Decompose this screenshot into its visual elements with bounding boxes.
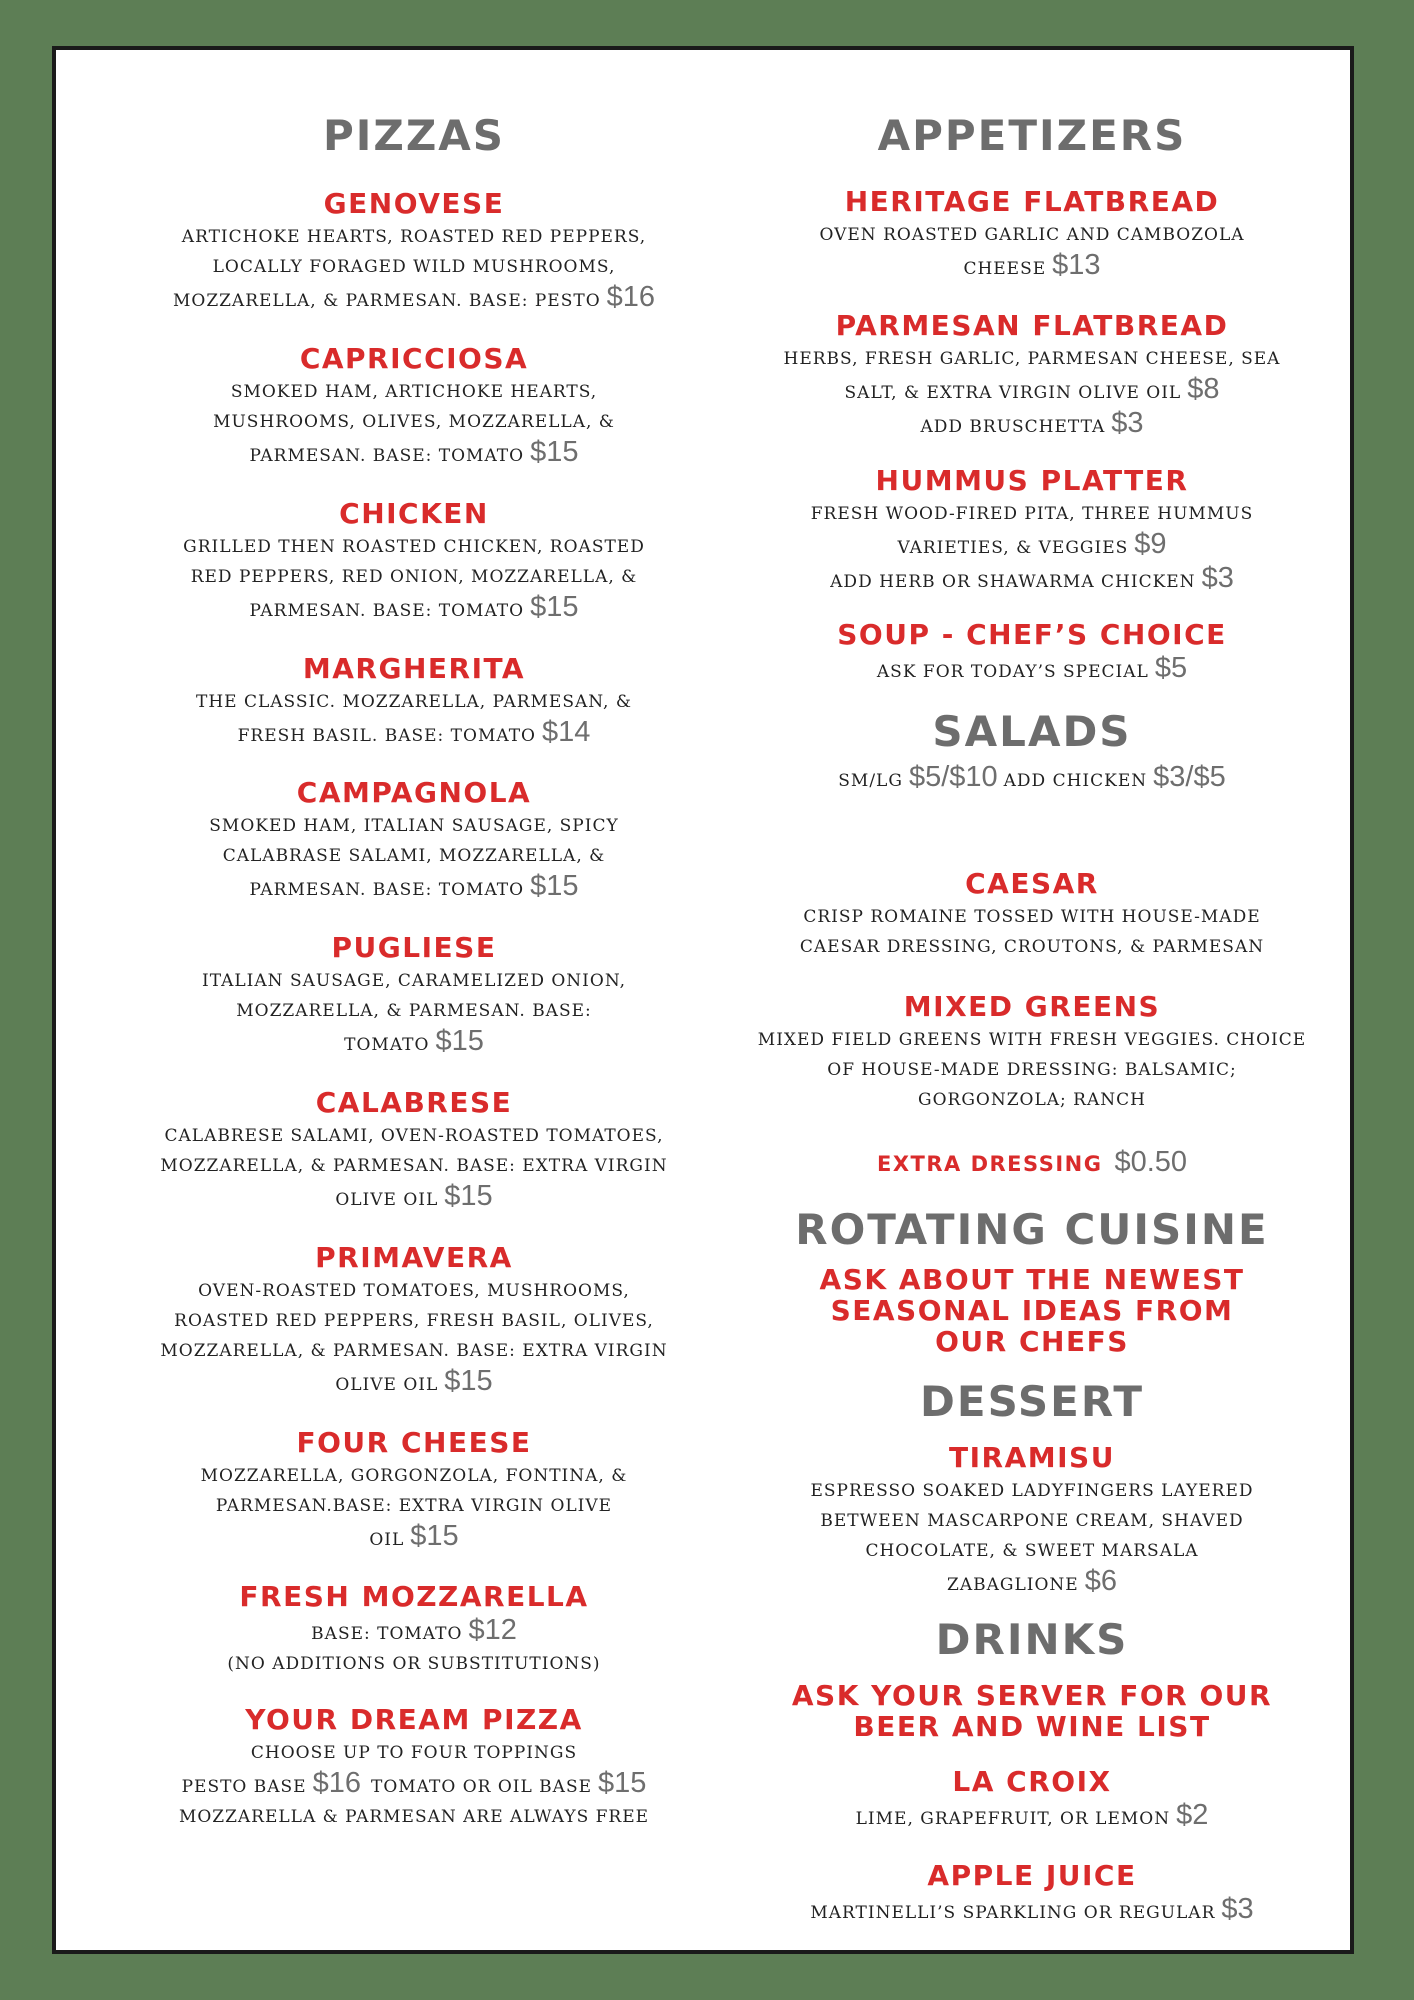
item-name: MARGHERITA	[302, 652, 526, 685]
item-name: CAMPAGNOLA	[296, 776, 532, 809]
dessert-heading: DESSERT	[920, 1377, 1144, 1426]
item-price: $15	[444, 1180, 493, 1212]
menu-item-chicken	[154, 498, 674, 626]
menu-item-apple-juice	[756, 1860, 1308, 1928]
item-name: PUGLIESE	[331, 931, 497, 964]
salads-pricing	[756, 760, 1308, 796]
item-description: CHOOSE UP TO FOUR TOPPINGS	[250, 1743, 578, 1763]
item-price: $8	[1187, 373, 1220, 405]
item-price: $15	[410, 1520, 459, 1552]
item-price: $15	[530, 870, 579, 902]
item-name: LA CROIX	[952, 1765, 1112, 1798]
pesto-base-label: PESTO BASE	[181, 1777, 307, 1797]
menu-card	[52, 46, 1354, 1954]
chicken-label: ADD CHICKEN	[1003, 771, 1148, 791]
item-name: HUMMUS PLATTER	[875, 464, 1189, 497]
item-description: OVEN-ROASTED TOMATOES, MUSHROOMS, ROASTED RED PEPPERS, FRESH BASIL, OLIVES, MOZZARELLA, & PARMESAN. BASE: EXTRA VIRGIN OLIVE OIL	[160, 1281, 668, 1395]
item-name: YOUR DREAM PIZZA	[245, 1703, 583, 1736]
appetizers-heading: APPETIZERS	[877, 111, 1187, 160]
menu-item-fresh-mozzarella	[154, 1581, 674, 1679]
item-description: LIME, GRAPEFRUIT, OR LEMON	[855, 1809, 1171, 1829]
menu-item-capricciosa	[154, 343, 674, 471]
item-description: FRESH WOOD-FIRED PITA, THREE HUMMUS VARIETIES, & VEGGIES	[810, 504, 1254, 558]
addon-price: $3	[1111, 407, 1144, 439]
menu-item-hummus-platter	[756, 465, 1308, 597]
item-description: ARTICHOKE HEARTS, ROASTED RED PEPPERS, LOCALLY FORAGED WILD MUSHROOMS, MOZZARELLA, & PARMESAN. BASE: PESTO	[172, 227, 647, 311]
item-description: ITALIAN SAUSAGE, CARAMELIZED ONION, MOZZARELLA, & PARMESAN. BASE: TOMATO	[201, 971, 627, 1055]
item-description: GRILLED THEN ROASTED CHICKEN, ROASTED RED PEPPERS, RED ONION, MOZZARELLA, & PARMESAN. BASE: TOMATO	[183, 537, 645, 621]
pizzas-heading: PIZZAS	[322, 111, 506, 160]
item-name: PARMESAN FLATBREAD	[835, 309, 1229, 342]
item-name: GENOVESE	[323, 187, 505, 220]
size-label: SM/LG	[838, 771, 903, 791]
drinks-note: ASK YOUR SERVER FOR OUR BEER AND WINE LIST	[791, 1679, 1273, 1743]
item-name: CALABRESE	[315, 1086, 513, 1119]
item-price: $13	[1052, 249, 1101, 281]
size-price: $5/$10	[908, 761, 998, 793]
item-price: $12	[468, 1614, 517, 1646]
item-name: HERITAGE FLATBREAD	[844, 185, 1220, 218]
item-description: ASK FOR TODAY’S SPECIAL	[876, 662, 1149, 682]
item-description: BASE: TOMATO	[311, 1624, 463, 1644]
item-name: TIRAMISU	[949, 1441, 1115, 1474]
item-description: CRISP ROMAINE TOSSED WITH HOUSE-MADE CAESAR DRESSING, CROUTONS, & PARMESAN	[799, 907, 1265, 957]
item-description: CALABRESE SALAMI, OVEN-ROASTED TOMATOES, MOZZARELLA, & PARMESAN. BASE: EXTRA VIRGIN OLIVE OIL	[160, 1126, 668, 1210]
item-name: CHICKEN	[339, 497, 489, 530]
menu-item-soup	[756, 619, 1308, 687]
item-price: $14	[541, 716, 591, 748]
item-name: FRESH MOZZARELLA	[239, 1580, 589, 1613]
addon-label: ADD HERB OR SHAWARMA CHICKEN	[830, 572, 1196, 592]
item-price: $3	[1221, 1893, 1254, 1925]
menu-item-heritage-flatbread	[756, 186, 1308, 284]
item-name: CAESAR	[965, 867, 1099, 900]
item-description: MOZZARELLA, GORGONZOLA, FONTINA, & PARMESAN.BASE: EXTRA VIRGIN OLIVE OIL	[200, 1466, 628, 1550]
item-description: SMOKED HAM, ARTICHOKE HEARTS, MUSHROOMS, OLIVES, MOZZARELLA, & PARMESAN. BASE: TOMATO	[213, 382, 615, 466]
menu-item-la-croix	[756, 1766, 1308, 1834]
item-name: MIXED GREENS	[903, 990, 1161, 1023]
item-description: MIXED FIELD GREENS WITH FRESH VEGGIES. CHOICE OF HOUSE-MADE DRESSING: BALSAMIC; GORGONZOLA; RANCH	[757, 1030, 1307, 1110]
item-price: $5	[1154, 652, 1188, 684]
item-name: SOUP - CHEF’S CHOICE	[837, 618, 1227, 651]
salads-heading: SALADS	[932, 707, 1132, 756]
menu-item-mixed-greens	[756, 991, 1308, 1115]
item-price: $6	[1084, 1565, 1117, 1597]
menu-item-pugliese	[154, 932, 674, 1060]
tomato-base-label: TOMATO OR OIL BASE	[370, 1777, 593, 1797]
item-price: $15	[530, 436, 579, 468]
addon-price: $3	[1201, 562, 1234, 594]
item-description: ESPRESSO SOAKED LADYFINGERS LAYERED BETWEEN MASCARPONE CREAM, SHAVED CHOCOLATE, & SWEET MARSALA ZABAGLIONE	[810, 1481, 1254, 1595]
menu-item-primavera	[154, 1242, 674, 1400]
extra-dressing-price: $0.50	[1114, 1146, 1188, 1178]
pesto-base-price: $16	[312, 1767, 361, 1799]
item-description: OVEN ROASTED GARLIC AND CAMBOZOLA CHEESE	[819, 225, 1245, 279]
menu-item-genovese	[154, 188, 674, 316]
menu-item-tiramisu	[756, 1442, 1308, 1600]
menu-item-parmesan-flatbread	[756, 310, 1308, 442]
item-name: CAPRICCIOSA	[299, 342, 529, 375]
menu-item-caesar	[756, 868, 1308, 962]
extra-dressing	[756, 1146, 1308, 1179]
rotating-heading: ROTATING CUISINE	[795, 1205, 1269, 1254]
item-price: $9	[1134, 528, 1167, 560]
item-price: $15	[530, 591, 579, 623]
item-price: $16	[606, 281, 656, 313]
item-name: FOUR CHEESE	[296, 1426, 532, 1459]
menu-item-campagnola	[154, 777, 674, 905]
item-price: $15	[435, 1025, 484, 1057]
item-description: MARTINELLI’S SPARKLING OR REGULAR	[810, 1903, 1216, 1923]
tomato-base-price: $15	[598, 1767, 647, 1799]
menu-item-dream-pizza	[154, 1704, 674, 1832]
item-name: APPLE JUICE	[927, 1859, 1137, 1892]
item-name: PRIMAVERA	[315, 1241, 513, 1274]
item-price: $2	[1176, 1799, 1209, 1831]
item-description: THE CLASSIC. MOZZARELLA, PARMESAN, & FRESH BASIL. BASE: TOMATO	[195, 692, 632, 746]
item-note: (NO ADDITIONS OR SUBSTITUTIONS)	[227, 1654, 601, 1674]
menu-item-four-cheese	[154, 1427, 674, 1555]
item-price: $15	[444, 1365, 493, 1397]
addon-label: ADD BRUSCHETTA	[920, 417, 1106, 437]
chicken-price: $3/$5	[1153, 761, 1226, 793]
rotating-note: ASK ABOUT THE NEWEST SEASONAL IDEAS FROM OUR CHEFS	[819, 1263, 1245, 1358]
item-note: MOZZARELLA & PARMESAN ARE ALWAYS FREE	[178, 1807, 650, 1827]
item-description: SMOKED HAM, ITALIAN SAUSAGE, SPICY CALABRASE SALAMI, MOZZARELLA, & PARMESAN. BASE: TOMATO	[209, 816, 619, 900]
item-description: HERBS, FRESH GARLIC, PARMESAN CHEESE, SEA SALT, & EXTRA VIRGIN OLIVE OIL	[783, 349, 1281, 403]
extra-dressing-label: EXTRA DRESSING	[876, 1152, 1103, 1176]
drinks-heading: DRINKS	[935, 1615, 1129, 1664]
menu-item-margherita	[154, 653, 674, 751]
menu-item-calabrese	[154, 1087, 674, 1215]
